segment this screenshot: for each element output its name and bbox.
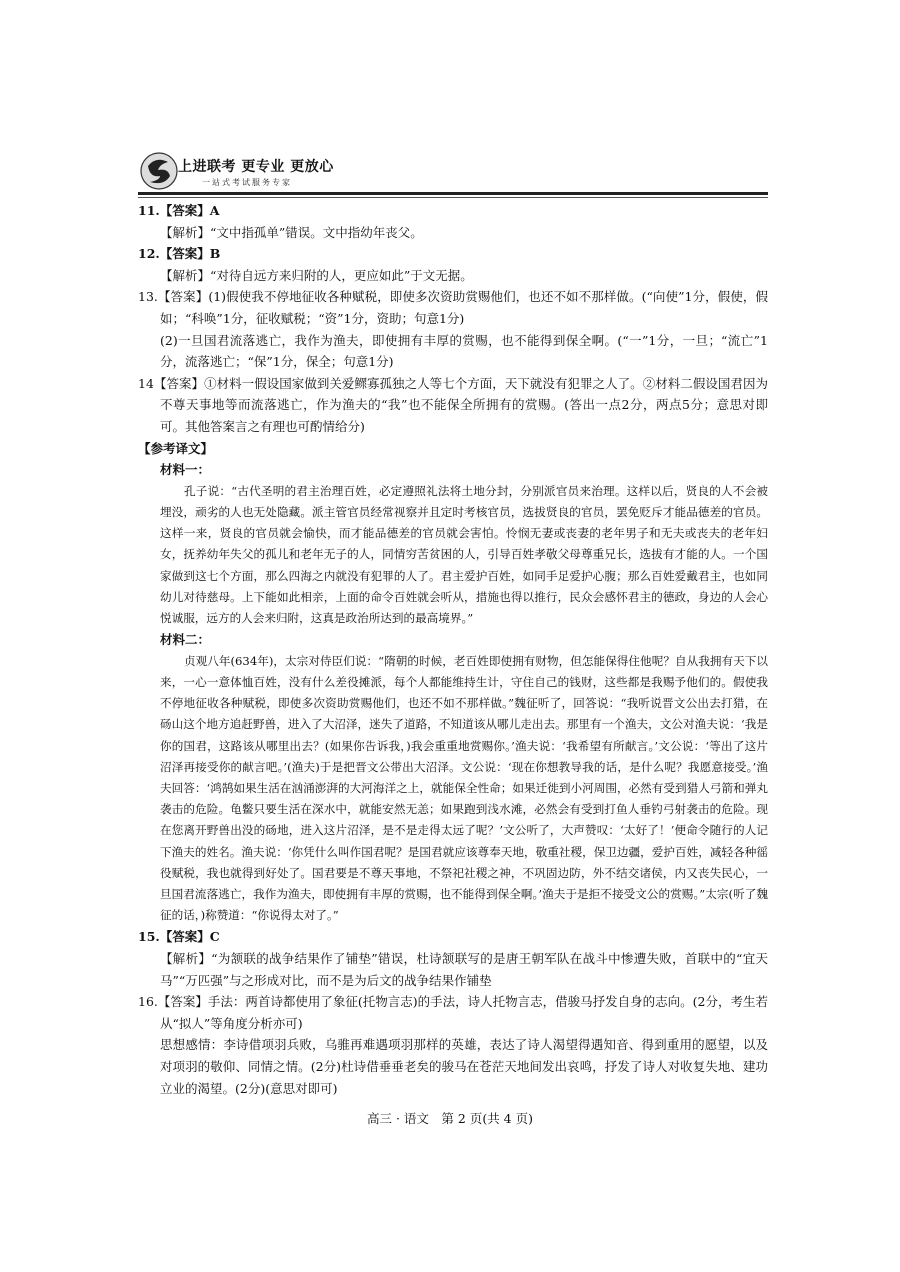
material-2-title: 材料二：: [160, 632, 211, 648]
material-1-text: 孔子说：“古代圣明的君主治理百姓，必定遵照礼法将土地分封，分别派官员来治理。这样以后，贤良的人不会被埋没，顽劣的人也无处隐藏。派主管官员经常视察并且定时考核官员，选拔贤良的官员，罢免贬斥才能品德差的官员。这样一来，贤良的官员就会愉快，而才能品德差的官员就会害怕。怜悯无妻或丧妻的老年男子和无夫或丧夫的老年妇女，抚养幼年失父的孤儿和老年无子的人，同情穷苦贫困的人，引导百姓孝敬父母尊重兄长，选拔有才能的人。一个国家做到这七个方面，那么四海之内就没有犯罪的人了。君主爱护百姓，如同手足爱护心腹；那么百姓爱戴君主，也如同幼儿对待慈母。上下能如此相亲，上面的命令百姓就会听从，措施也得以推行，民众会感怀君主的德政，身边的人会心悦诚服，远方的人会来归附，这真是政治所达到的最高境界。”: [160, 483, 768, 625]
header-rule-thick: [138, 192, 768, 195]
material-2-text: 贞观八年(634年)，太宗对侍臣们说：“隋朝的时候，老百姓即使拥有财物，但怎能保得住他呢？自从我拥有天下以来，一心一意体恤百姓，没有什么差役摊派，每个人都能维持生计，守住自己的钱财，这些都是我赐予他们的。假使我不停地征收各种赋税，即使多次资助赏赐他们，也还不如不那样做。”魏征听了，回答说：“我听说晋文公出去打猎，在砀山这个地方追赶野兽，进入了大沼泽，迷失了道路，不知道该从哪儿走出去。那里有一个渔夫，文公对渔夫说：‘我是你的国君，这路该从哪里出去？(如果你告诉我，)我会重重地赏赐你。’渔夫说：‘我希望有所献言。’文公说：‘等出了这片沼泽再接受你的献言吧。’(渔夫)于是把晋文公带出大沼泽。文公说：‘现在你想教导我的话，是什么呢？我愿意接受。’渔夫回答：‘鸿鹄如果生活在汹涌澎湃的大河海洋之上，就能保全性命；如果迁徙到小河周围，必然有受到猎人弓箭和弹丸袭击的危险。龟鳖只要生活在深水中，就能安然无恙；如果跑到浅水滩，必然会有受到打鱼人垂钓弓射袭击的危险。现在您离开野兽出没的砀地，进入这片沼泽，是不是走得太远了呢？’文公听了，大声赞叹：‘太好了！’便命令随行的人记下渔夫的姓名。渔夫说：‘你凭什么叫作国君呢？是国君就应该尊奉天地，敬重社稷，保卫边疆，爱护百姓，减轻各种徭役赋税，我也就得到好处了。国君要是不尊天事地，不祭祀社稷之神，不巩固边防，外不结交诸侯，内又丧失民心，一旦国君流落逃亡，我作为渔夫，即使拥有丰厚的赏赐，也不能得到保全啊。’渔夫于是拒不接受文公的赏赐。”太宗(听了魏征的话，)称赞道：“你说得太对了。”: [160, 653, 768, 923]
brand-logo-icon: [138, 150, 180, 192]
q11-answer: 11.【答案】A: [138, 203, 220, 218]
q12-answer: 12.【答案】B: [138, 246, 221, 262]
q15-analysis: 【解析】“为颔联的战争结果作了铺垫”错误，杜诗颔联写的是唐王朝军队在战斗中惨遭失败，首联中的“宜天马”“万匹强”与之形成对比，而不是为后文的战争结果作铺垫: [160, 950, 768, 988]
page-footer: 高三 · 语文 第 2 页(共 4 页): [367, 1111, 533, 1126]
reference-translation-title: 【参考译文】: [138, 440, 214, 456]
q16-part1: 16.【答案】手法：两首诗都使用了象征(托物言志)的手法，诗人托物言志，借骏马抒发自身的志向。(2分，考生若从“拟人”等角度分析亦可): [138, 994, 768, 1031]
brand-name: 上进联考 更专业 更放心: [178, 159, 334, 175]
material-1-title: 材料一：: [160, 462, 211, 478]
q15-answer: 15.【答案】C: [138, 929, 220, 945]
q12-analysis: 【解析】“对待自远方来归附的人，更应如此”于文无据。: [160, 267, 473, 283]
answer-content: [138, 200, 768, 1099]
q13-part2: (2)一旦国君流落逃亡，我作为渔夫，即使拥有丰厚的赏赐，也不能得到保全啊。(“一”1分，一旦；“流亡”1分，流落逃亡；“保”1分，保全；句意1分): [160, 332, 768, 370]
page-header: [138, 150, 768, 192]
q11-analysis: 【解析】“文中指孤单”错误。文中指幼年丧父。: [160, 224, 423, 240]
brand-tagline: 一站式考试服务专家: [202, 178, 292, 187]
q16-part2: 思想感情：李诗借项羽兵败，乌骓再难遇项羽那样的英雄，表达了诗人渴望得遇知音、得到重用的愿望，以及对项羽的敬仰、同情之情。(2分)杜诗借垂垂老矣的骏马在苍茫天地间发出哀鸣，抒发了诗人对收复失地、建功立业的渴望。(2分)(意思对即可): [160, 1037, 768, 1096]
q13-part1: 13.【答案】(1)假使我不停地征收各种赋税，即使多次资助赏赐他们，也还不如不那样做。(“向使”1分，假使，假如；“科唤”1分，征收赋税；“资”1分，资助；句意1分): [138, 289, 768, 326]
header-rule-thin: [138, 197, 768, 198]
q14-answer: 14【答案】①材料一假设国家做到关爱鳏寡孤独之人等七个方面，天下就没有犯罪之人了。②材料二假设国君因为不尊天事地等而流落逃亡，作为渔夫的“我”也不能保全所拥有的赏赐。(答出一点2分，两点5分；意思对即可。其他答案言之有理也可酌情给分): [138, 375, 768, 434]
